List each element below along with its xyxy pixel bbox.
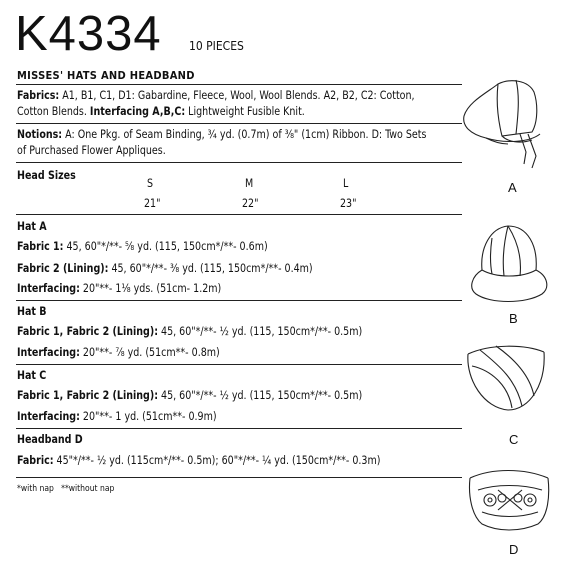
notions-text: A: One Pkg. of Seam Binding, ¾ yd. (0.7m) of ⅜" (1cm) Ribbon. D: Two Sets — [62, 127, 427, 141]
interfacing-label: Interfacing: — [17, 409, 80, 423]
hat-a-interfacing — [17, 281, 221, 296]
measure-m: 22" — [242, 196, 259, 210]
headband-d-fabric — [17, 453, 380, 468]
size-s: S — [147, 176, 154, 190]
head-sizes-label: Head Sizes — [17, 168, 76, 182]
divider — [16, 300, 462, 301]
interfacing-value: 20"**- 1⅛ yds. (51cm- 1.2m) — [79, 281, 222, 295]
view-label-d: D — [509, 542, 519, 557]
piece-count: 10 PIECES — [189, 39, 244, 53]
view-label-b: B — [509, 311, 518, 326]
fabrics-line-2 — [17, 104, 305, 119]
divider — [16, 162, 462, 163]
pattern-subtitle: MISSES' HATS AND HEADBAND — [17, 69, 195, 82]
fabric-value: 45"*/**- ½ yd. (115cm*/**- 0.5m); 60"*/**- ¼ yd. (150cm*/**- 0.3m) — [53, 453, 381, 467]
divider — [16, 428, 462, 429]
hat-b-illustration — [462, 218, 552, 308]
divider — [16, 123, 462, 124]
hat-c-interfacing — [17, 409, 217, 424]
fabric-label: Fabric 1, Fabric 2 (Lining): — [17, 324, 159, 338]
fabrics-label: Fabrics: — [17, 88, 60, 102]
interfacing-label: Interfacing A,B,C: — [89, 104, 186, 118]
view-label-c: C — [509, 432, 519, 447]
notions-line-1 — [17, 127, 426, 142]
interfacing-label: Interfacing: — [17, 281, 80, 295]
fabric-2-value: 45, 60"*/**- ⅜ yd. (115, 150cm*/**- 0.4m) — [108, 261, 313, 275]
hat-a-illustration — [458, 72, 548, 192]
measure-s: 21" — [144, 196, 161, 210]
fabric-1-value: 45, 60"*/**- ⅝ yd. (115, 150cm*/**- 0.6m) — [63, 239, 268, 253]
interfacing-value: 20"**- 1 yd. (51cm**- 0.9m) — [79, 409, 217, 423]
hat-c-heading: Hat C — [17, 368, 47, 382]
headband-d-illustration — [462, 460, 554, 540]
hat-c-fabric — [17, 388, 362, 403]
divider — [16, 477, 462, 478]
fabric-value: 45, 60"*/**- ½ yd. (115, 150cm*/**- 0.5m) — [158, 324, 363, 338]
divider — [16, 364, 462, 365]
pattern-number: K4334 — [15, 7, 162, 61]
fabric-1-label: Fabric 1: — [17, 239, 64, 253]
hat-a-fabric-1 — [17, 239, 268, 254]
fabrics-line-1 — [17, 88, 415, 103]
footnote: *with nap **without nap — [17, 484, 115, 494]
hat-a-heading: Hat A — [17, 219, 47, 233]
fabrics-text-2: Cotton Blends. — [17, 104, 90, 118]
hat-b-interfacing — [17, 345, 220, 360]
fabric-2-label: Fabric 2 (Lining): — [17, 261, 109, 275]
divider — [16, 214, 462, 215]
notions-line-2: of Purchased Flower Appliques. — [17, 143, 166, 157]
view-label-a: A — [508, 180, 517, 195]
hat-b-fabric — [17, 324, 362, 339]
size-l: L — [343, 176, 349, 190]
fabric-label: Fabric: — [17, 453, 54, 467]
hat-a-fabric-2 — [17, 261, 313, 276]
divider — [16, 84, 462, 85]
hat-c-illustration — [460, 340, 550, 420]
interfacing-text: Lightweight Fusible Knit. — [185, 104, 305, 118]
interfacing-value: 20"**- ⅞ yd. (51cm**- 0.8m) — [79, 345, 220, 359]
size-m: M — [245, 176, 254, 190]
fabrics-text: A1, B1, C1, D1: Gabardine, Fleece, Wool, Wool Blends. A2, B2, C2: Cotton, — [59, 88, 415, 102]
interfacing-label: Interfacing: — [17, 345, 80, 359]
notions-label: Notions: — [17, 127, 63, 141]
fabric-value: 45, 60"*/**- ½ yd. (115, 150cm*/**- 0.5m) — [158, 388, 363, 402]
fabric-label: Fabric 1, Fabric 2 (Lining): — [17, 388, 159, 402]
measure-l: 23" — [340, 196, 357, 210]
hat-b-heading: Hat B — [17, 304, 47, 318]
headband-d-heading: Headband D — [17, 432, 83, 446]
